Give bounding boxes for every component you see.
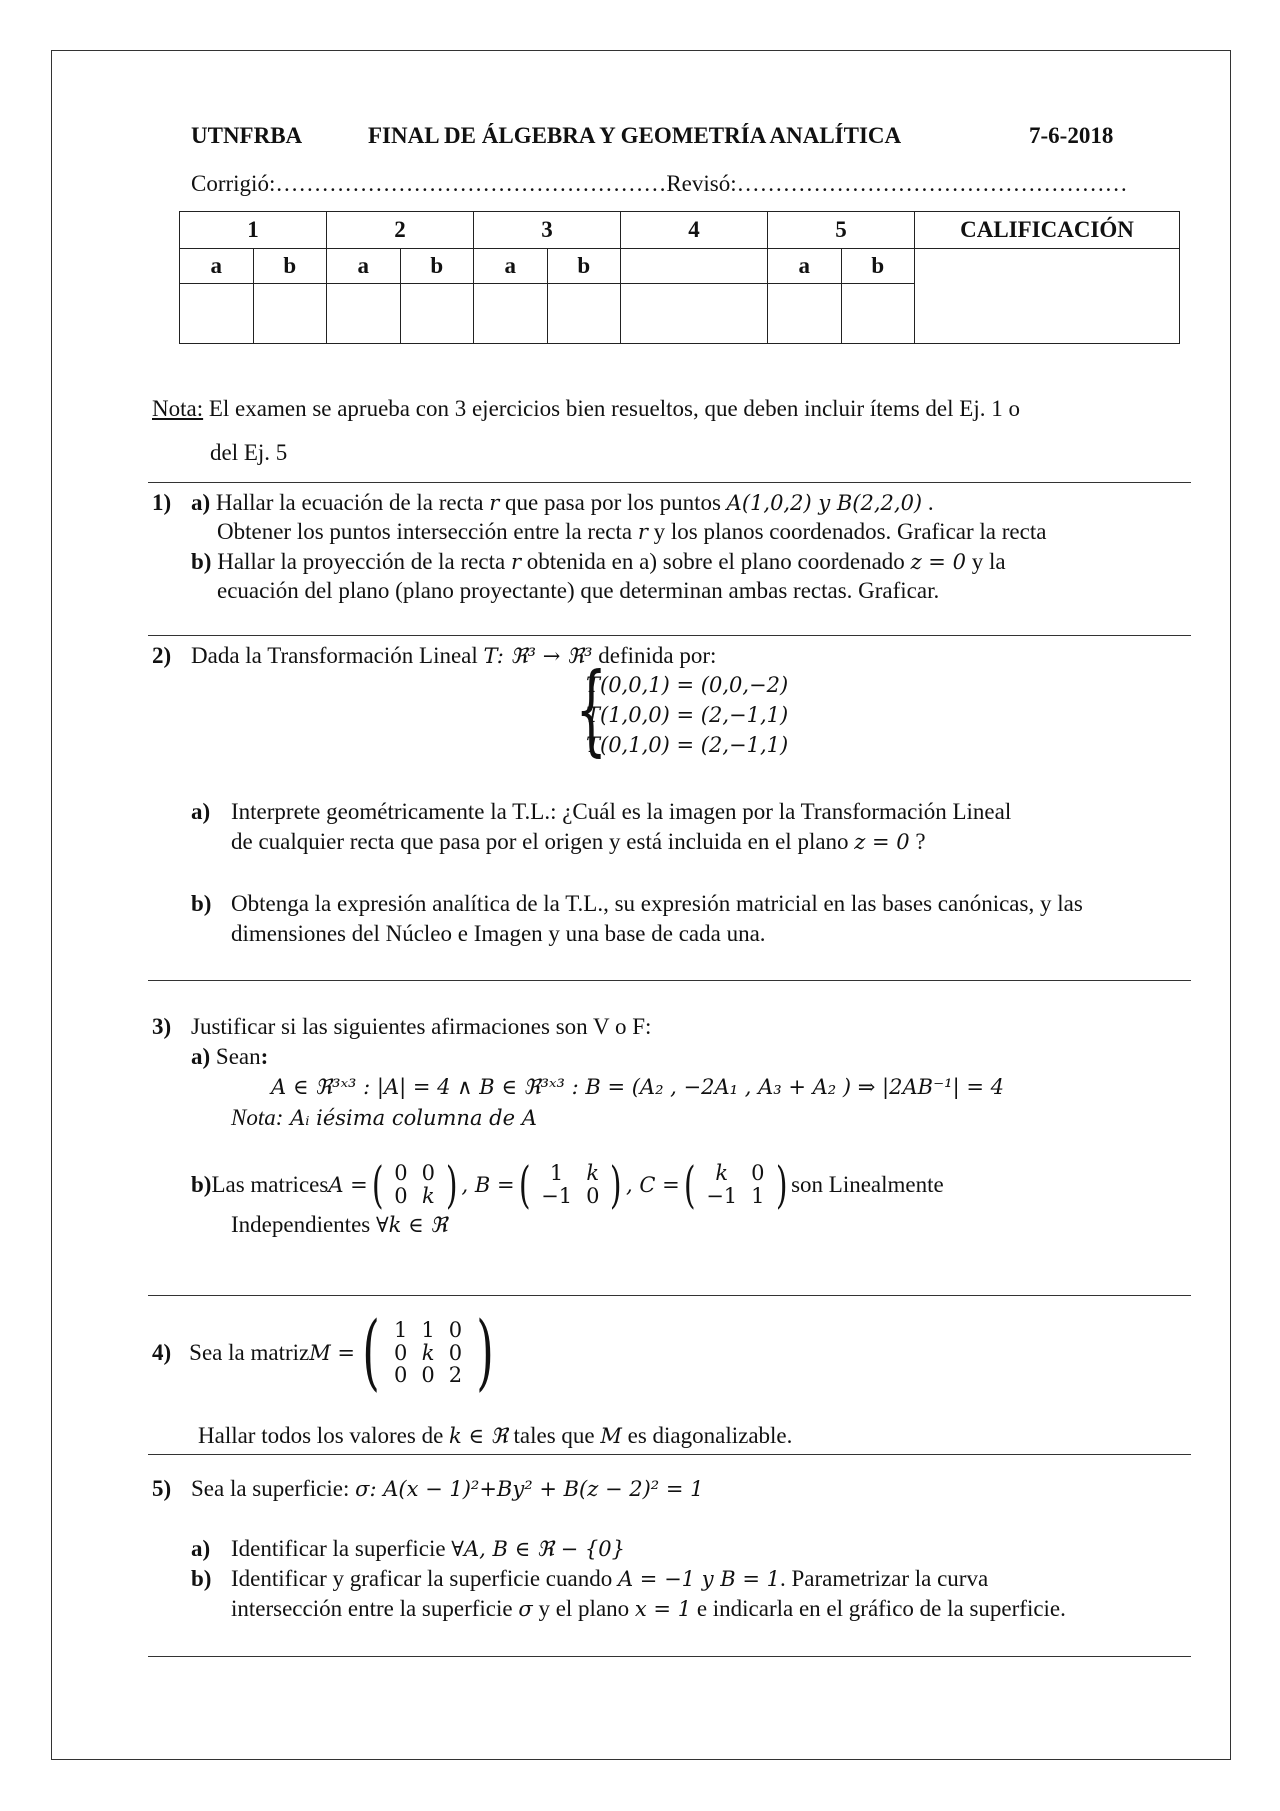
subitem-header: a [474,249,548,284]
ex2-b-label: b) [191,891,212,916]
ex5-a-line: Identificar la superficie ∀A, B ∈ ℜ − {0} [231,1536,625,1561]
corrector-line: Corrigió:……………………………………………Revisó:…………………………………………… [191,171,1128,196]
divider [148,980,1191,981]
score-cell[interactable] [621,284,768,344]
system-brace: { [575,653,607,767]
ex5-a-label: a) [191,1536,211,1561]
matrix-a: ( 0 0 0 k ) [371,1156,458,1214]
exam-title: FINAL DE ÁLGEBRA Y GEOMETRÍA ANALÍTICA [368,123,902,148]
grade-table [179,211,1180,344]
grade-header: CALIFICACIÓN [915,212,1180,249]
ex2-number: 2) [152,643,172,668]
exercise-header: 5 [768,212,915,249]
ex5-number: 5) [152,1476,172,1501]
matrix-c: ( k 0 −1 1 ) [683,1156,788,1214]
score-cell[interactable] [547,284,621,344]
ex1-number: 1) [152,490,172,515]
ex3-intro: Justificar si las siguientes afirmaciones son V o F: [191,1014,652,1039]
ex5-b-line1: Identificar y graficar la superficie cuando A = −1 y B = 1. Parametrizar la curva [231,1566,989,1591]
ex3-b-line1: b) Las matrices A = ( 0 0 0 k ) , B = ( 1 k −1 0 ) , C = ( k 0 −1 1 ) son Linealmente [191,1156,944,1214]
exercise-header: 4 [621,212,768,249]
subitem-header: a [180,249,254,284]
ex3-a-nota: Nota: Aᵢ iésima columna de A [231,1105,537,1130]
exercise-header: 1 [180,212,327,249]
subitem-header: a [768,249,842,284]
ex2-b-line1: Obtenga la expresión analítica de la T.L., su expresión matricial en las bases canónicas, y las [231,891,1083,916]
ex2-a-line2: de cualquier recta que pasa por el origen y está incluida en el plano z = 0 ? [231,829,926,854]
divider [148,1454,1191,1455]
subitem-header: b [841,249,915,284]
matrix-m: ( 1 1 0 0 k 0 0 0 2 ) [362,1305,494,1400]
ex4-line1: 4) Sea la matriz M = ( 1 1 0 0 k 0 0 0 2 ) [152,1312,501,1394]
divider [148,1656,1191,1657]
subitem-header: b [400,249,474,284]
exam-date: 7-6-2018 [1029,123,1114,148]
divider [148,1295,1191,1296]
score-cell[interactable] [253,284,327,344]
nota-label: Nota: [152,396,204,421]
ex2-intro: Dada la Transformación Lineal T: ℜ³ → ℜ³ definida por: [191,643,717,668]
grade-cell[interactable] [915,249,1180,344]
subitem-header: b [253,249,327,284]
subitem-header: a [327,249,401,284]
ex1-a-line2: Obtener los puntos intersección entre la recta r y los planos coordenados. Graficar la recta [217,519,1047,544]
institution: UTNFRBA [191,123,303,148]
divider [148,482,1191,483]
score-cell[interactable] [841,284,915,344]
score-cell[interactable] [327,284,401,344]
ex3-a-label: a) Sean: [191,1044,269,1069]
nota-line1: Nota: El examen se aprueba con 3 ejercicios bien resueltos, que deben incluir ítems del Ej. 1 o [152,396,1020,421]
score-cell[interactable] [180,284,254,344]
ex3-b-line2: Independientes ∀k ∈ ℜ [231,1212,448,1237]
ex3-number: 3) [152,1014,172,1039]
score-cell[interactable] [400,284,474,344]
ex2-a-line1: Interprete geométricamente la T.L.: ¿Cuál es la imagen por la Transformación Lineal [231,799,1012,824]
ex5-line1: Sea la superficie: σ: A(x − 1)²+By² + B(z − 2)² = 1 [191,1476,704,1501]
ex3-a-formula: A ∈ ℜ³ˣ³ : |A| = 4 ∧ B ∈ ℜ³ˣ³ : B = (A₂ , −2A₁ , A₃ + A₂ ) ⇒ |2AB⁻¹| = 4 [271,1075,1004,1099]
ex5-b-line2: intersección entre la superficie σ y el plano x = 1 e indicarla en el gráfico de la superficie. [231,1596,1066,1621]
nota-line2: del Ej. 5 [210,440,288,465]
exercise-header: 2 [327,212,474,249]
divider [148,635,1191,636]
ex5-b-label: b) [191,1566,212,1591]
system-equations: T(0,0,1) = (0,0,−2) T(1,0,0) = (2,−1,1) T(0,1,0) = (2,−1,1) [586,673,789,757]
exercise-header: 3 [474,212,621,249]
ex1-a-line1: a) Hallar la ecuación de la recta r que pasa por los puntos A(1,0,2) y B(2,2,0) . [191,490,934,515]
score-cell[interactable] [474,284,548,344]
matrix-b: ( 1 k −1 0 ) [518,1156,623,1214]
subitem-header [621,249,768,284]
score-cell[interactable] [768,284,842,344]
ex1-b-line1: b) Hallar la proyección de la recta r obtenida en a) sobre el plano coordenado z = 0 y la [191,549,1006,574]
ex1-b-line2: ecuación del plano (plano proyectante) que determinan ambas rectas. Graficar. [217,578,940,603]
ex4-line2: Hallar todos los valores de k ∈ ℜ tales que M es diagonalizable. [198,1423,793,1448]
subitem-header: b [547,249,621,284]
ex2-a-label: a) [191,799,211,824]
ex2-b-line2: dimensiones del Núcleo e Imagen y una base de cada una. [231,921,766,946]
